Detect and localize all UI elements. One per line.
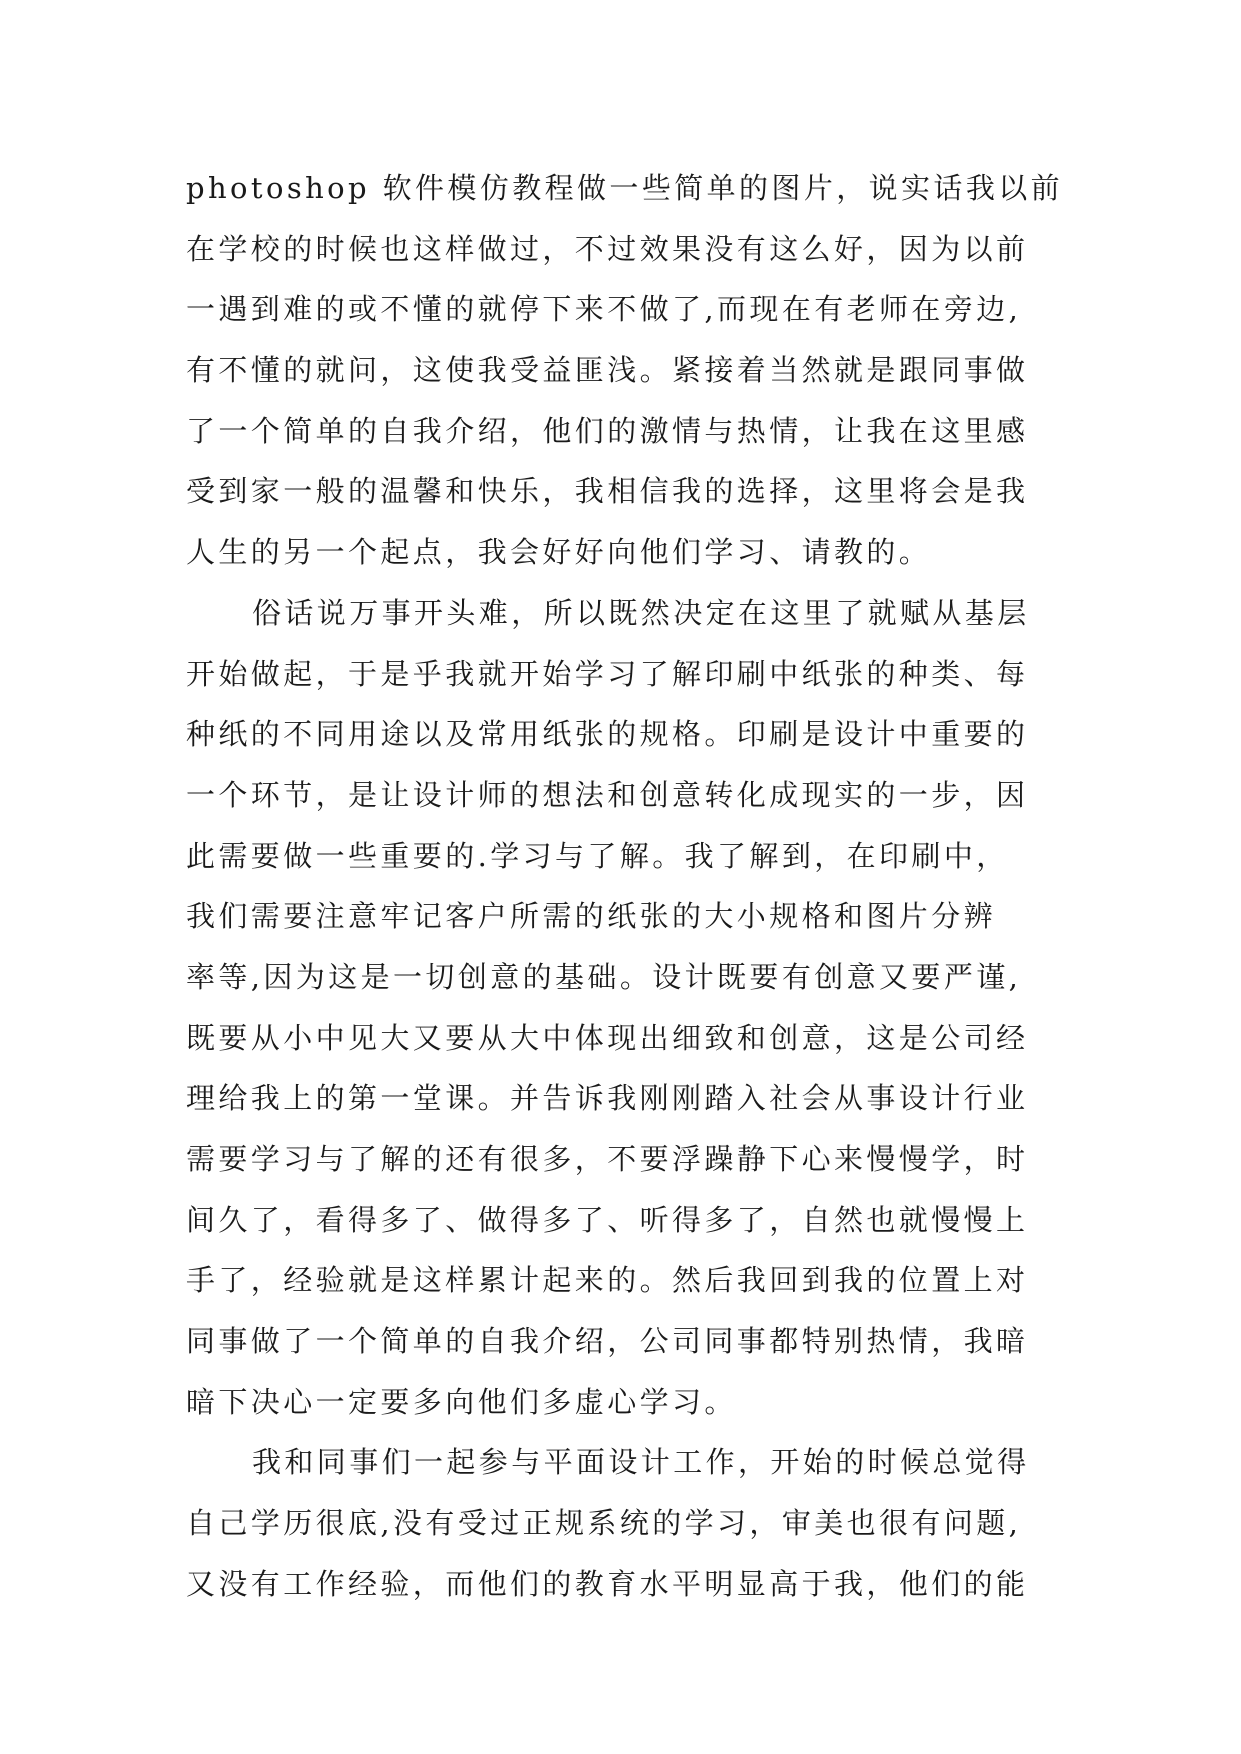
text-line: 同事做了一个简单的自我介绍，公司同事都特别热情，我暗 bbox=[186, 1324, 1029, 1359]
text-line: 自己学历很底,没有受过正规系统的学习，审美也很有问题, bbox=[186, 1506, 1022, 1541]
text-line: 间久了，看得多了、做得多了、听得多了，自然也就慢慢上 bbox=[186, 1202, 1029, 1237]
text-line: 我们需要注意牢记客户所需的纸张的大小规格和图片分辨 bbox=[186, 899, 997, 934]
body-text bbox=[186, 158, 1086, 1615]
text-line: 人生的另一个起点，我会好好向他们学习、请教的。 bbox=[186, 535, 932, 570]
text-line: 一遇到难的或不懂的就停下来不做了,而现在有老师在旁边, bbox=[186, 292, 1022, 327]
text-line: 需要学习与了解的还有很多，不要浮躁静下心来慢慢学，时 bbox=[186, 1142, 1029, 1176]
text-line: 了一个简单的自我介绍，他们的激情与热情，让我在这里感 bbox=[186, 413, 1029, 448]
text-line: photoshop 软件模仿教程做一些简单的图片，说实话我以前 bbox=[186, 171, 1064, 205]
text-line: 此需要做一些重要的.学习与了解。我了解到，在印刷中， bbox=[186, 838, 1009, 873]
text-line: 手了，经验就是这样累计起来的。然后我回到我的位置上对 bbox=[186, 1263, 1029, 1298]
text-line: 种纸的不同用途以及常用纸张的规格。印刷是设计中重要的 bbox=[186, 717, 1029, 752]
text-line: 有不懂的就问，这使我受益匪浅。紧接着当然就是跟同事做 bbox=[186, 353, 1029, 388]
text-line: 理给我上的第一堂课。并告诉我刚刚踏入社会从事设计行业 bbox=[186, 1081, 1029, 1116]
paragraph-first-line: 俗话说万事开头难，所以既然决定在这里了就赋从基层 bbox=[252, 595, 1030, 630]
text-line: 在学校的时候也这样做过，不过效果没有这么好，因为以前 bbox=[186, 231, 1029, 266]
text-line: 率等,因为这是一切创意的基础。设计既要有创意又要严谨, bbox=[186, 959, 1022, 994]
text-line: 又没有工作经验，而他们的教育水平明显高于我，他们的能 bbox=[186, 1566, 1029, 1601]
text-line: 受到家一般的温馨和快乐，我相信我的选择，这里将会是我 bbox=[186, 474, 1029, 509]
paragraph-first-line: 我和同事们一起参与平面设计工作，开始的时候总觉得 bbox=[252, 1445, 1030, 1480]
text-line: 既要从小中见大又要从大中体现出细致和创意，这是公司经 bbox=[186, 1020, 1029, 1055]
text-line: 一个环节，是让设计师的想法和创意转化成现实的一步，因 bbox=[186, 777, 1029, 812]
text-line: 暗下决心一定要多向他们多虚心学习。 bbox=[186, 1384, 737, 1419]
text-line: 开始做起，于是乎我就开始学习了解印刷中纸张的种类、每 bbox=[186, 656, 1029, 691]
